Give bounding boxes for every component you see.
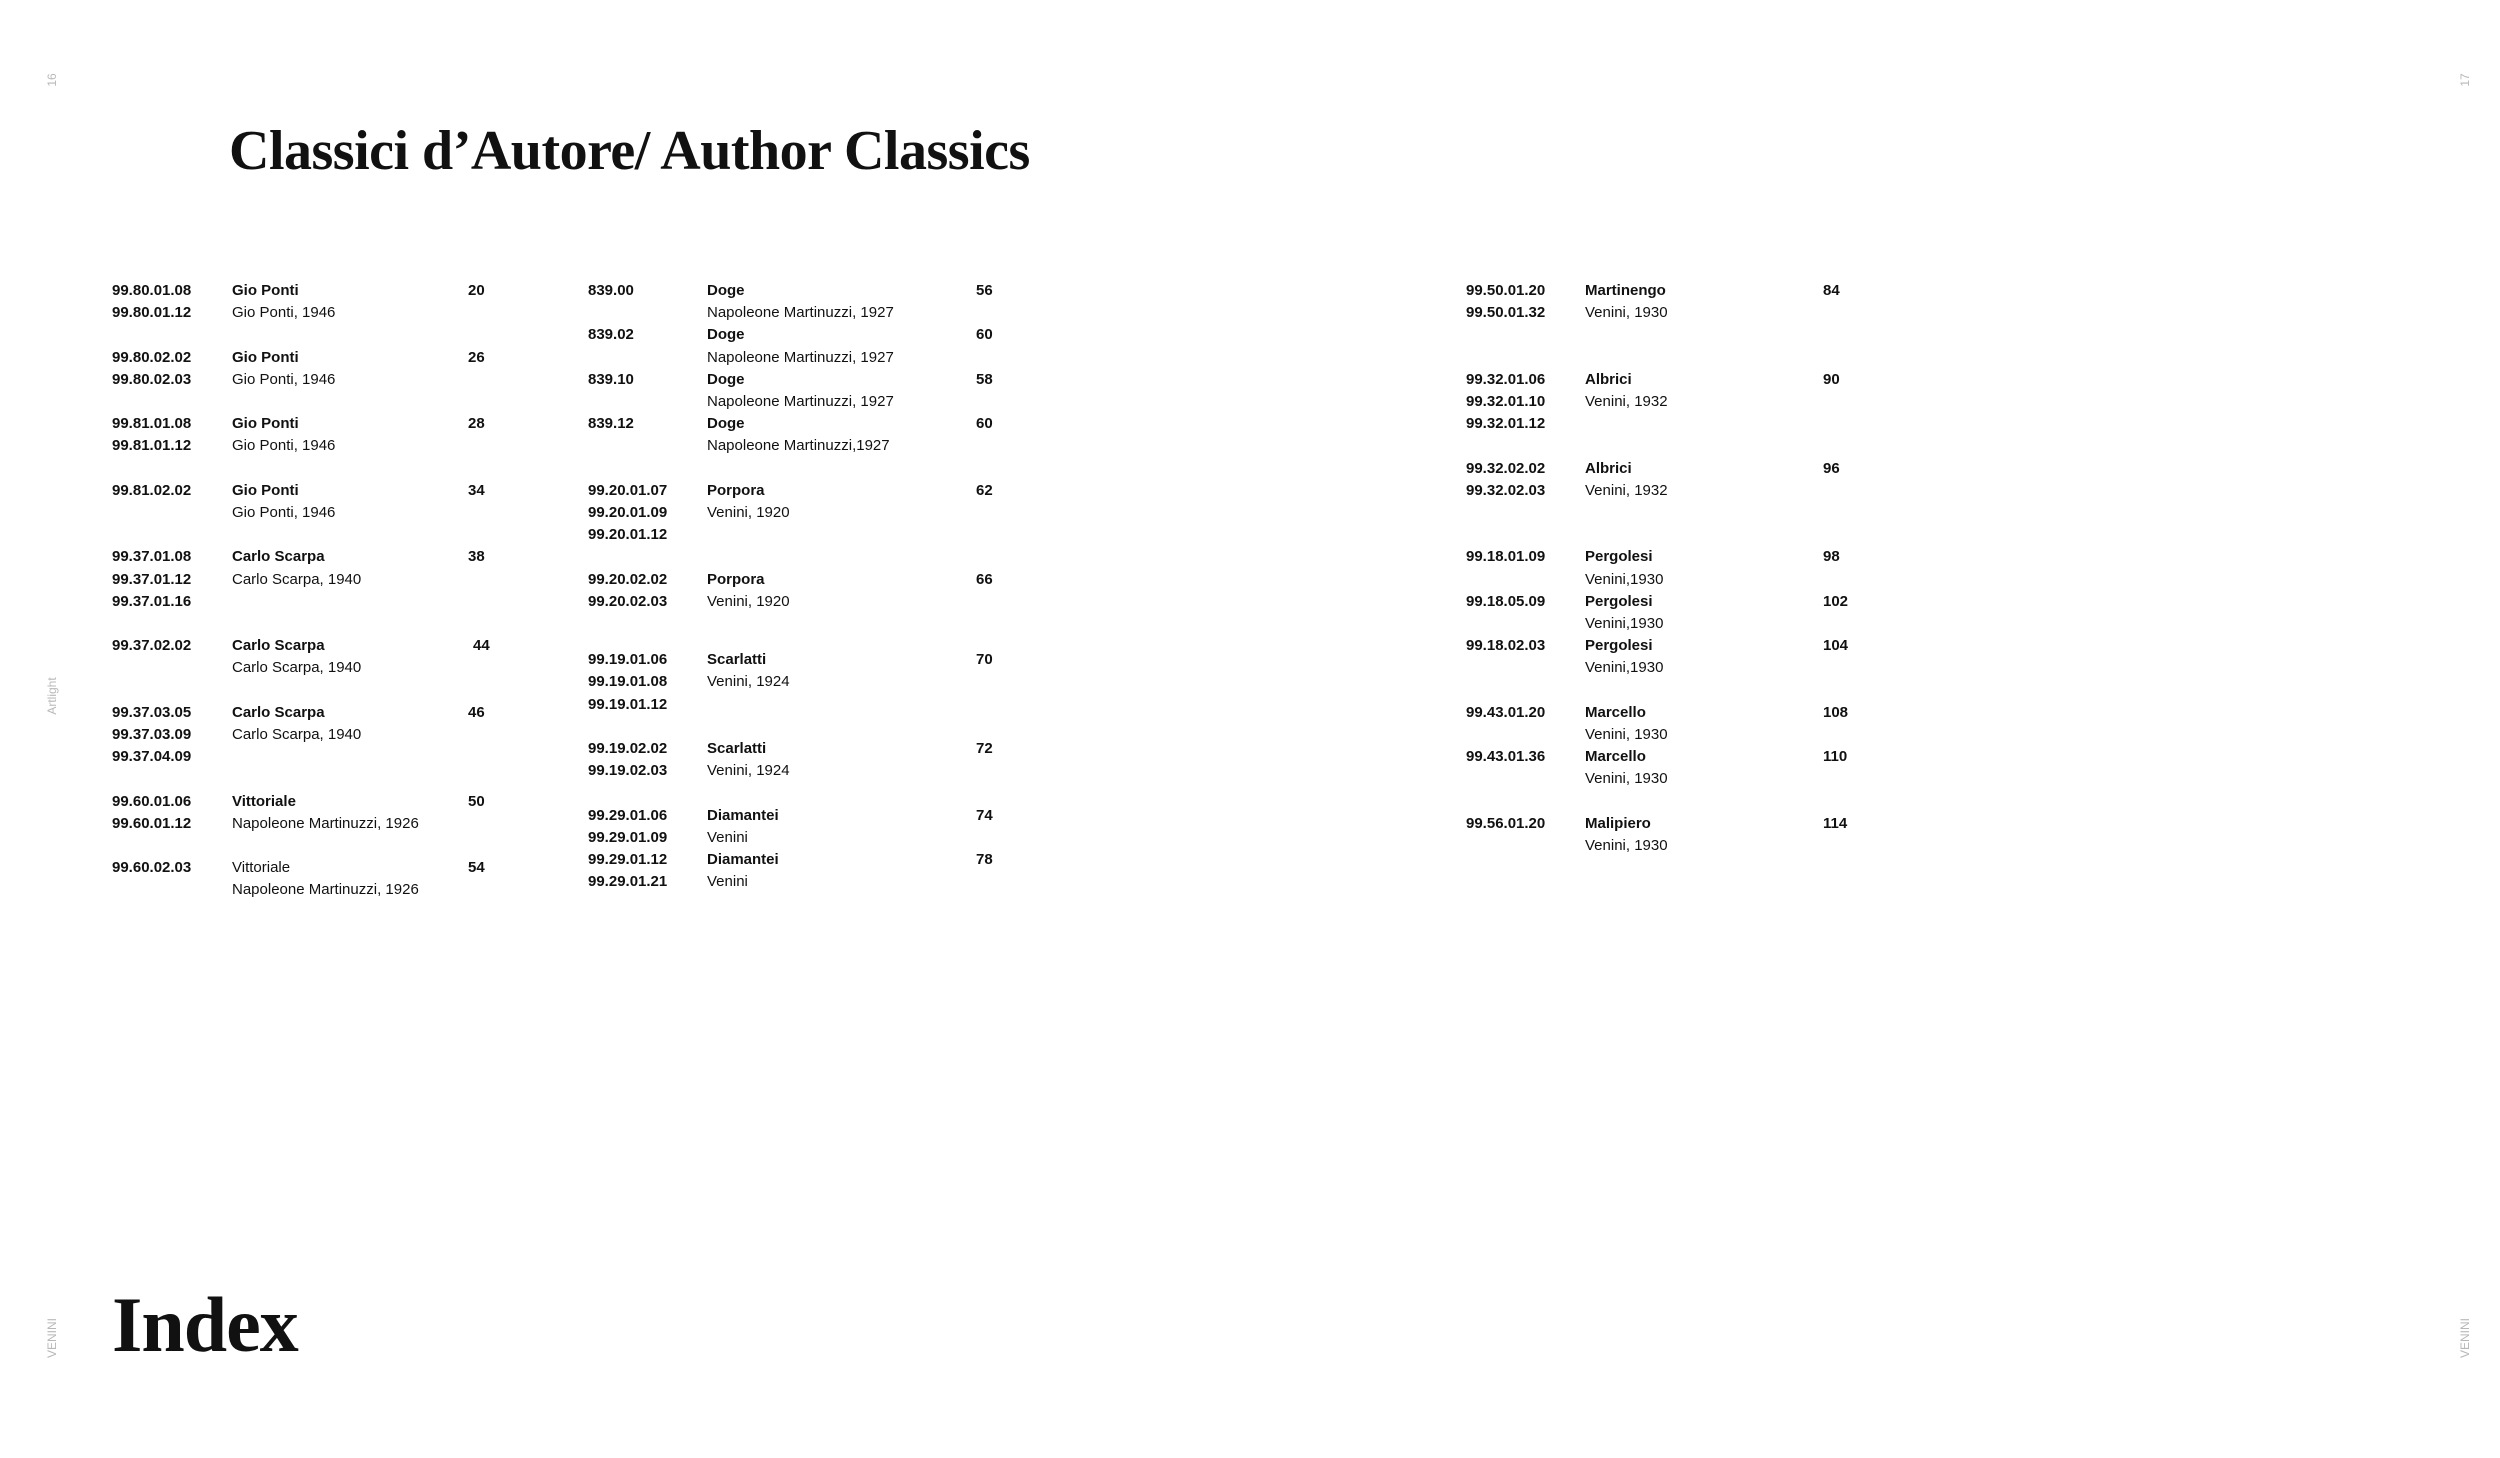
index-page-number: 20	[468, 282, 485, 299]
index-title: Albrici	[1585, 370, 1632, 388]
index-author: Napoleone Martinuzzi, 1927	[707, 304, 894, 322]
index-code: 99.19.01.06	[588, 651, 668, 669]
section-label: Artlight	[45, 677, 59, 715]
index-page-number: 114	[1823, 814, 1848, 832]
index-author: Venini, 1920	[707, 504, 790, 521]
index-page-number: 58	[976, 370, 993, 388]
index-title: Marcello	[1585, 703, 1646, 721]
index-code: 839.12	[588, 415, 634, 433]
index-code: 99.29.01.09	[588, 828, 668, 846]
index-code: 99.37.01.08	[112, 548, 192, 566]
index-author: Carlo Scarpa, 1940	[232, 570, 362, 588]
index-code: 99.29.01.06	[588, 806, 668, 824]
index-code: 99.80.02.03	[112, 370, 192, 388]
index-author: Venini, 1930	[1585, 837, 1668, 854]
index-page-number: 72	[976, 740, 993, 757]
index-title: Pergolesi	[1585, 592, 1653, 610]
index-code: 99.20.01.12	[588, 526, 668, 544]
index-title: Pergolesi	[1585, 548, 1653, 566]
brand-label-right: VENINI	[2458, 1317, 2472, 1359]
index-code: 99.80.01.12	[112, 304, 192, 322]
index-title: Carlo Scarpa	[232, 703, 325, 721]
index-title: Vittoriale	[232, 792, 296, 810]
index-author: Venini,1930	[1585, 570, 1664, 588]
index-title: Porpora	[707, 481, 765, 499]
index-author: Napoleone Martinuzzi, 1926	[232, 881, 419, 899]
index-page-number: 54	[468, 859, 485, 877]
index-author: Venini	[707, 828, 748, 846]
index-page-number: 70	[976, 651, 993, 669]
index-code: 99.60.02.03	[112, 859, 192, 877]
index-code: 99.37.01.16	[112, 592, 192, 610]
index-title: Gio Ponti	[232, 481, 299, 499]
index-author: Venini, 1924	[707, 673, 790, 691]
index-page-number: 34	[468, 481, 485, 499]
index-title: Marcello	[1585, 748, 1646, 766]
index-page-number: 38	[468, 548, 485, 566]
index-code: 99.80.02.02	[112, 348, 192, 366]
index-author: Venini	[707, 873, 748, 891]
index-code: 839.10	[588, 370, 634, 388]
index-title: Carlo Scarpa	[232, 637, 325, 655]
index-code: 99.37.02.02	[112, 637, 192, 655]
index-title: Scarlatti	[707, 651, 767, 669]
index-page-number: 102	[1823, 592, 1849, 610]
index-code: 99.32.02.02	[1466, 459, 1546, 477]
index-code: 99.37.03.05	[112, 703, 192, 721]
index-code: 99.32.01.06	[1466, 370, 1546, 388]
index-author: Napoleone Martinuzzi, 1927	[707, 393, 894, 410]
index-page-number: 98	[1823, 548, 1840, 566]
index-code: 99.50.01.32	[1466, 304, 1546, 322]
index-author: Carlo Scarpa, 1940	[232, 659, 362, 677]
index-author: Venini, 1930	[1585, 770, 1668, 788]
index-page-number: 110	[1823, 748, 1848, 766]
index-code: 99.19.02.02	[588, 740, 668, 757]
index-code: 99.20.02.02	[588, 570, 668, 588]
index-author: Venini, 1930	[1585, 726, 1668, 743]
index-title: Gio Ponti	[232, 282, 299, 299]
index-page-number: 28	[468, 415, 485, 433]
index-author: Venini, 1932	[1585, 481, 1668, 499]
index-code: 99.60.01.06	[112, 792, 192, 810]
index-code: 839.02	[588, 326, 634, 344]
index-title: Diamantei	[707, 851, 779, 868]
index-code: 99.20.02.03	[588, 592, 668, 610]
index-title: Gio Ponti	[232, 348, 299, 366]
index-title: Scarlatti	[707, 740, 767, 757]
index-code: 99.18.05.09	[1466, 592, 1546, 610]
index-page-number: 56	[976, 282, 993, 299]
index-code: 99.80.01.08	[112, 282, 192, 299]
index-author: Venini, 1920	[707, 592, 790, 610]
index-author: Napoleone Martinuzzi, 1927	[707, 348, 894, 366]
index-page-number: 60	[976, 415, 993, 433]
index-author: Napoleone Martinuzzi,1927	[707, 437, 890, 455]
index-code: 99.19.01.08	[588, 673, 668, 691]
index-title: Albrici	[1585, 459, 1632, 477]
index-title: Doge	[707, 326, 745, 344]
index-code: 99.60.01.12	[112, 814, 192, 832]
index-title: Porpora	[707, 570, 765, 588]
index-code: 99.37.01.12	[112, 570, 192, 588]
index-code: 99.37.03.09	[112, 726, 192, 743]
index-page-number: 50	[468, 792, 485, 810]
index-code: 99.19.01.12	[588, 695, 668, 713]
index-code: 99.81.01.08	[112, 415, 192, 433]
index-title: Doge	[707, 370, 745, 388]
index-code: 99.50.01.20	[1466, 282, 1546, 299]
index-page-number: 60	[976, 326, 993, 344]
index-author: Venini, 1930	[1585, 304, 1668, 322]
index-code: 99.20.01.07	[588, 481, 668, 499]
index-page-number: 46	[468, 703, 485, 721]
index-code: 99.32.01.12	[1466, 415, 1546, 433]
index-code: 99.18.01.09	[1466, 548, 1546, 566]
page-number-right: 17	[2458, 73, 2472, 87]
index-title: Malipiero	[1585, 814, 1651, 832]
index-code: 99.29.01.12	[588, 851, 668, 868]
index-heading: Index	[112, 1281, 298, 1368]
index-author: Venini, 1924	[707, 762, 790, 780]
index-title: Doge	[707, 415, 745, 433]
index-author: Gio Ponti, 1946	[232, 437, 336, 455]
index-page-number: 74	[976, 806, 993, 824]
index-author: Vittoriale	[232, 859, 291, 877]
index-code: 99.56.01.20	[1466, 814, 1546, 832]
index-page-number: 96	[1823, 459, 1840, 477]
index-title: Pergolesi	[1585, 637, 1653, 655]
index-page-number: 44	[473, 637, 490, 655]
index-page-number: 90	[1823, 370, 1840, 388]
page-number-left: 16	[45, 73, 59, 87]
index-code: 99.18.02.03	[1466, 637, 1546, 655]
index-title: Diamantei	[707, 806, 779, 824]
index-author: Napoleone Martinuzzi, 1926	[232, 814, 419, 832]
index-code: 99.81.01.12	[112, 437, 192, 455]
index-code: 99.32.02.03	[1466, 481, 1546, 499]
index-author: Gio Ponti, 1946	[232, 370, 336, 388]
index-code: 99.81.02.02	[112, 481, 192, 499]
index-author: Venini,1930	[1585, 615, 1664, 632]
index-code: 99.20.01.09	[588, 504, 668, 521]
index-author: Carlo Scarpa, 1940	[232, 726, 362, 743]
index-code: 99.37.04.09	[112, 748, 192, 766]
index-page-number: 108	[1823, 703, 1849, 721]
index-page-number: 104	[1823, 637, 1849, 655]
index-author: Gio Ponti, 1946	[232, 304, 336, 322]
index-page-number: 66	[976, 570, 993, 588]
index-author: Venini, 1932	[1585, 393, 1668, 410]
index-title: Carlo Scarpa	[232, 548, 325, 566]
index-title: Doge	[707, 282, 745, 299]
index-page-number: 26	[468, 348, 485, 366]
index-code: 99.43.01.36	[1466, 748, 1546, 766]
index-code: 839.00	[588, 282, 634, 299]
index-code: 99.19.02.03	[588, 762, 668, 780]
index-author: Venini,1930	[1585, 659, 1664, 677]
index-title: Gio Ponti	[232, 415, 299, 433]
index-code: 99.43.01.20	[1466, 703, 1546, 721]
index-title: Martinengo	[1585, 282, 1666, 299]
index-page-number: 62	[976, 481, 993, 499]
index-author: Gio Ponti, 1946	[232, 504, 336, 521]
page-title: Classici d’Autore/ Author Classics	[229, 120, 1030, 182]
index-page-number: 84	[1823, 282, 1840, 299]
index-page-number: 78	[976, 851, 993, 868]
brand-label-left: VENINI	[45, 1317, 59, 1359]
index-code: 99.29.01.21	[588, 873, 668, 891]
index-code: 99.32.01.10	[1466, 393, 1546, 410]
